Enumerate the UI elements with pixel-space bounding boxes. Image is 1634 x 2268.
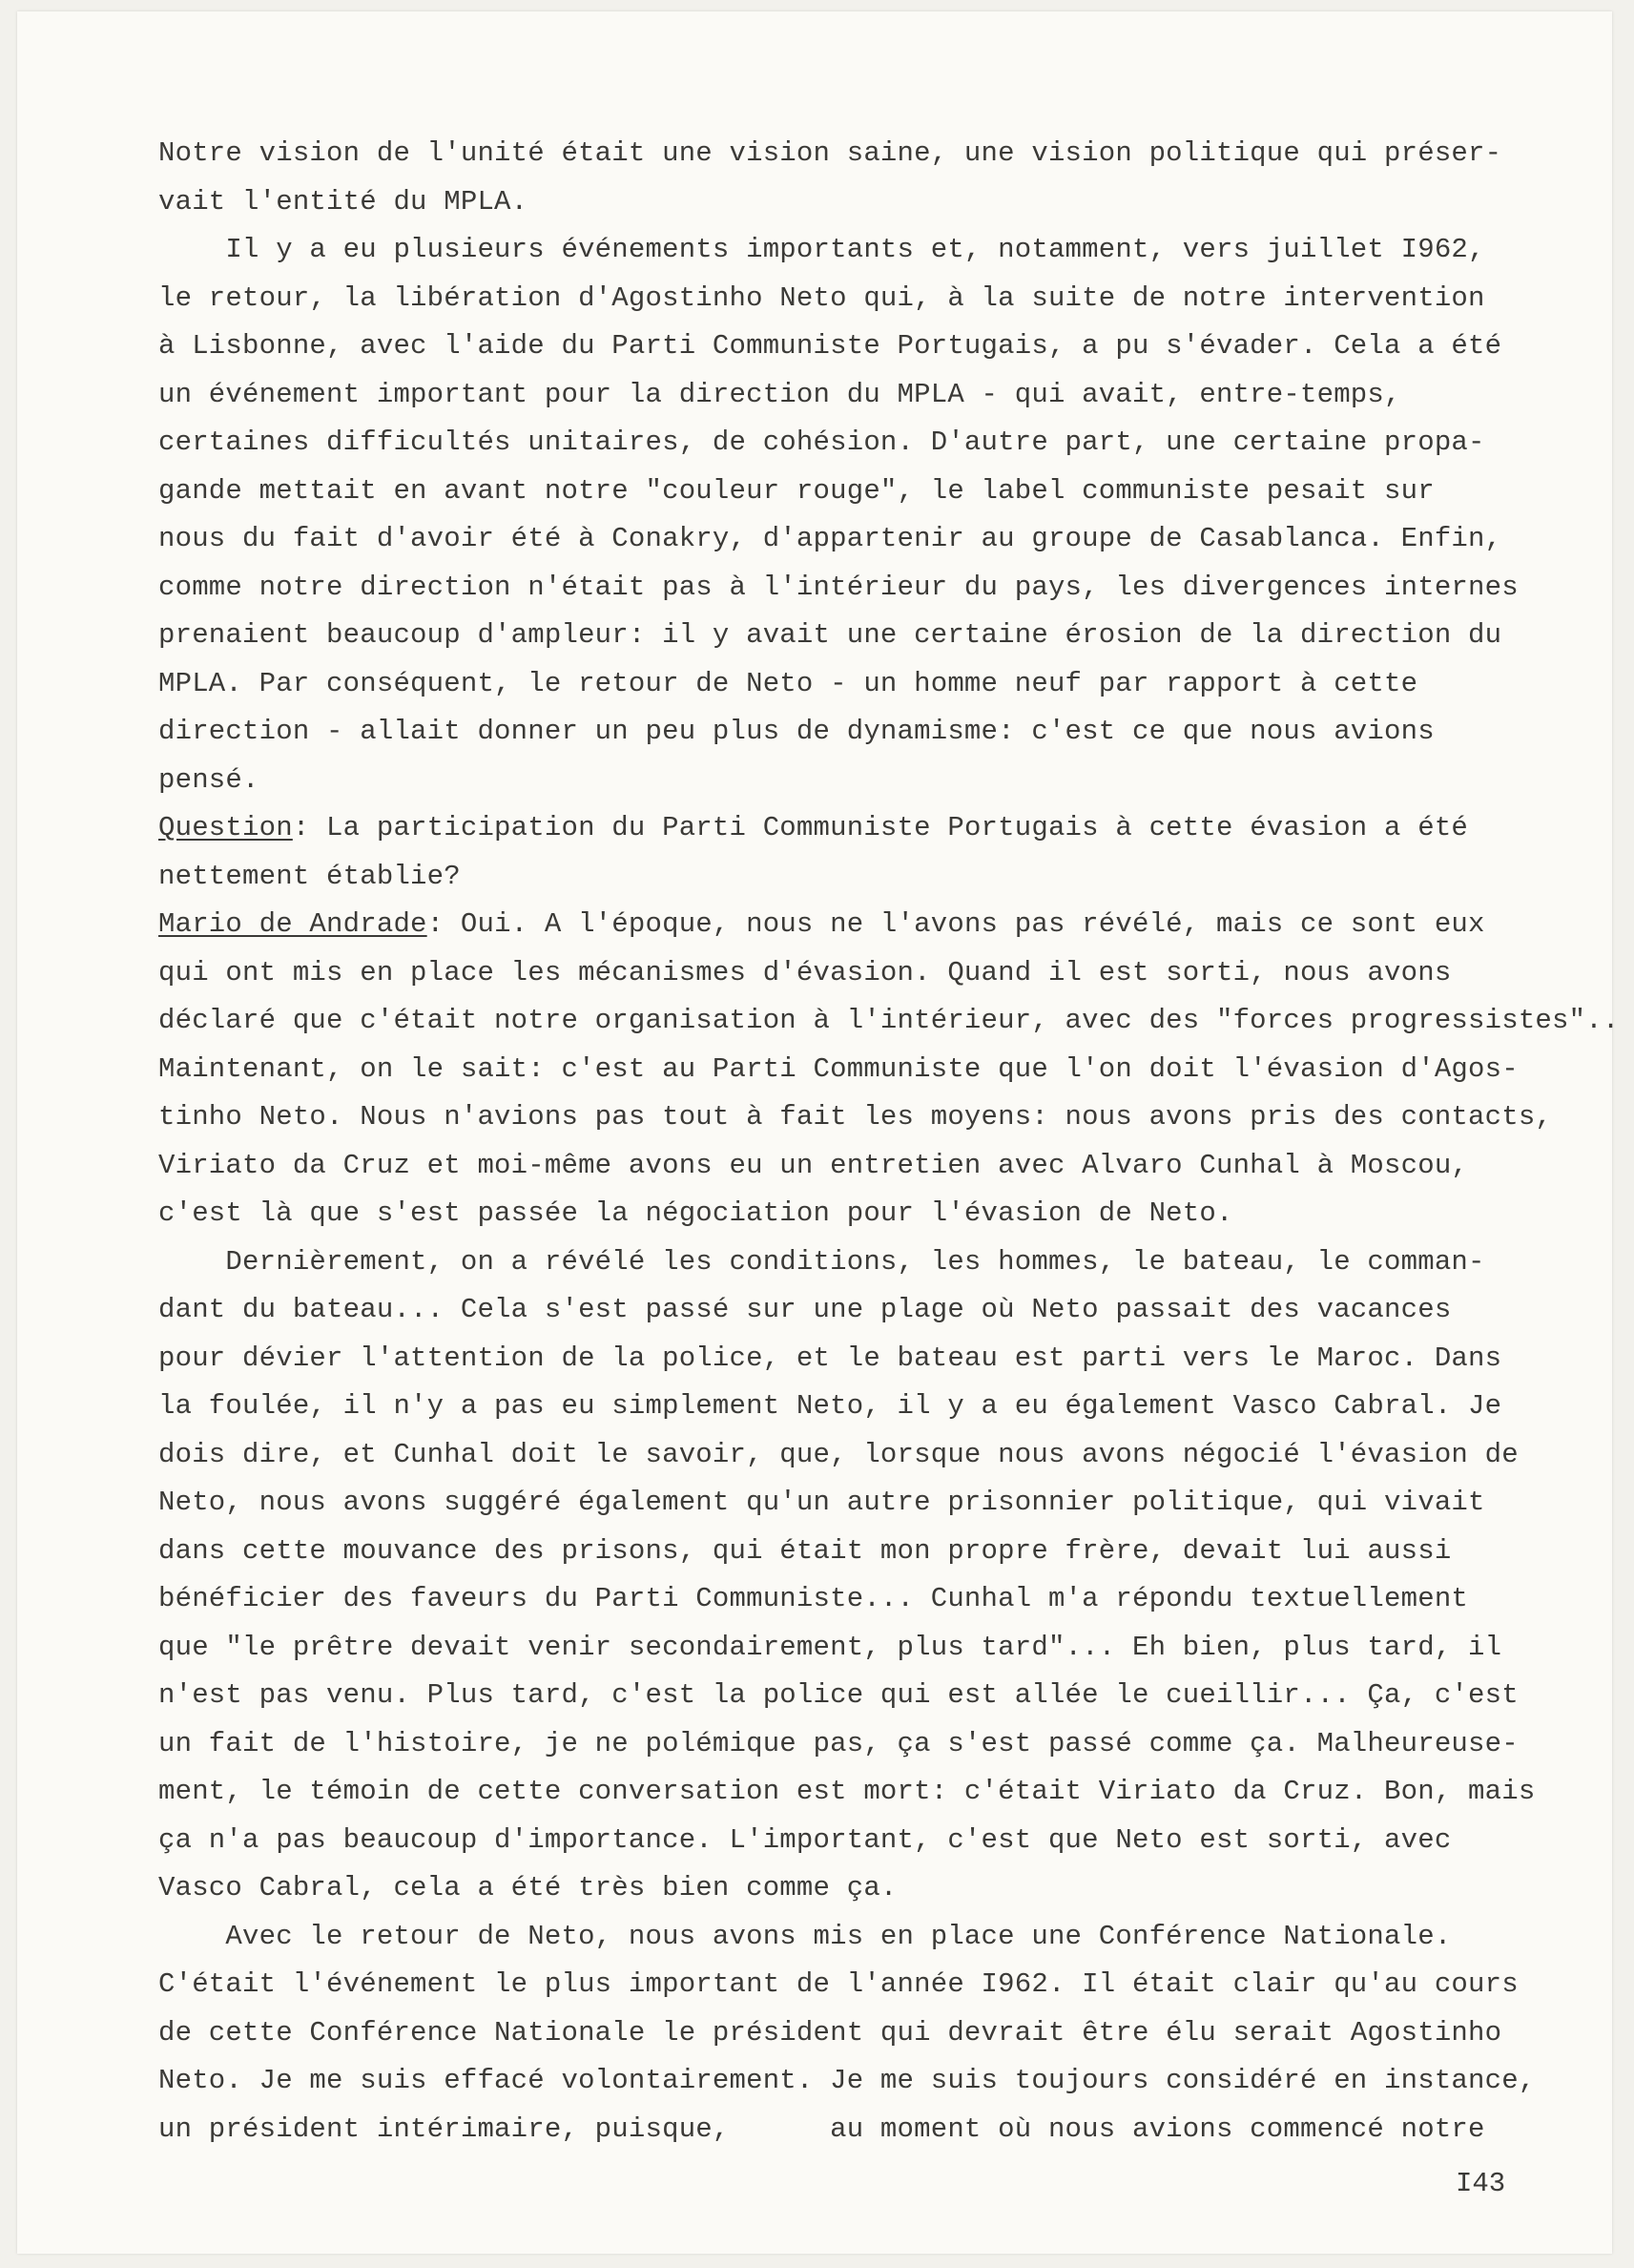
text-line: comme notre direction n'était pas à l'intérieur du pays, les divergences internes (158, 571, 1519, 603)
text-line: nous du fait d'avoir été à Conakry, d'appartenir au groupe de Casablanca. Enfin, (158, 523, 1502, 554)
text-line: c'est là que s'est passée la négociation pour l'évasion de Neto. (158, 1197, 1233, 1229)
text-line: de cette Conférence Nationale le président qui devrait être élu serait Agostinho (158, 2016, 1502, 2049)
text-line: tinho Neto. Nous n'avions pas tout à fait les moyens: nous avons pris des contacts, (158, 1101, 1553, 1133)
text-line: Il y a eu plusieurs événements importants et, notamment, vers juillet I962, (158, 234, 1485, 265)
text-line: Viriato da Cruz et moi-même avons eu un entretien avec Alvaro Cunhal à Moscou, (158, 1149, 1469, 1181)
text-line: prenaient beaucoup d'ampleur: il y avait une certaine érosion de la direction du (158, 619, 1502, 651)
text-line: à Lisbonne, avec l'aide du Parti Communiste Portugais, a pu s'évader. Cela a été (158, 330, 1502, 362)
text-line: Neto, nous avons suggéré également qu'un autre prisonnier politique, qui vivait (158, 1487, 1485, 1518)
text-line: bénéficier des faveurs du Parti Communiste... Cunhal m'a répondu textuellement (158, 1583, 1469, 1614)
question-line (158, 804, 1561, 853)
text-line: dans cette mouvance des prisons, qui était mon propre frère, devait lui aussi (158, 1534, 1452, 1567)
answer-text: : Oui. A l'époque, nous ne l'avons pas révélé, mais ce sont eux (426, 908, 1485, 940)
text-line: MPLA. Par conséquent, le retour de Neto - un homme neuf par rapport à cette (158, 667, 1418, 699)
text-line: un événement important pour la direction du MPLA - qui avait, entre-temps, (158, 378, 1401, 410)
question-text: : La participation du Parti Communiste Portugais à cette évasion a été (292, 812, 1469, 843)
text-line: déclaré que c'était notre organisation à l'intérieur, avec des "forces progressistes".. (158, 1005, 1620, 1036)
text-line: que "le prêtre devait venir secondairement, plus tard"... Eh bien, plus tard, il (158, 1631, 1502, 1663)
text-line: qui ont mis en place les mécanismes d'évasion. Quand il est sorti, nous avons (158, 956, 1452, 988)
text-line: pour dévier l'attention de la police, et le bateau est parti vers le Maroc. Dans (158, 1342, 1502, 1374)
typewritten-text (158, 130, 1620, 2154)
text-line: pensé. (158, 763, 259, 796)
answer-line (158, 901, 1561, 949)
text-line: C'était l'événement le plus important de l'année I962. Il était clair qu'au cours (158, 1968, 1519, 2000)
text-line: la foulée, il n'y a pas eu simplement Neto, il y a eu également Vasco Cabral. Je (158, 1390, 1502, 1422)
text-line: n'est pas venu. Plus tard, c'est la police qui est allée le cueillir... Ça, c'est (158, 1679, 1519, 1711)
text-line: Vasco Cabral, cela a été très bien comme ça. (158, 1872, 898, 1904)
typed-page (17, 11, 1620, 2254)
text-line: un fait de l'histoire, je ne polémique pas, ça s'est passé comme ça. Malheureuse- (158, 1727, 1519, 1759)
text-line: ment, le témoin de cette conversation est mort: c'était Viriato da Cruz. Bon, mais (158, 1776, 1536, 1807)
answer-label: Mario de Andrade (158, 908, 427, 940)
text-line: un président intérimaire, puisque, au moment où nous avions commencé notre (158, 2112, 1485, 2145)
text-line: direction - allait donner un peu plus de dynamisme: c'est ce que nous avions (158, 716, 1435, 747)
text-line: dois dire, et Cunhal doit le savoir, que, lorsque nous avons négocié l'évasion de (158, 1438, 1519, 1470)
text-line: Avec le retour de Neto, nous avons mis en place une Conférence Nationale. (158, 1920, 1452, 1952)
text-line: vait l'entité du MPLA. (158, 185, 528, 218)
text-line: gande mettait en avant notre "couleur rouge", le label communiste pesait sur (158, 474, 1435, 507)
text-line: dant du bateau... Cela s'est passé sur une plage où Neto passait des vacances (158, 1294, 1452, 1325)
text-line: nettement établie? (158, 860, 461, 892)
question-label: Question (158, 812, 293, 843)
page-number: I43 (1456, 2168, 1506, 2199)
text-line: Maintenant, on le sait: c'est au Parti Communiste que l'on doit l'évasion d'Agos- (158, 1052, 1519, 1085)
text-line: Notre vision de l'unité était une vision saine, une vision politique qui préser- (158, 137, 1502, 169)
text-line: certaines difficultés unitaires, de cohésion. D'autre part, une certaine propa- (158, 427, 1485, 458)
text-line: Dernièrement, on a révélé les conditions, les hommes, le bateau, le comman- (158, 1245, 1485, 1278)
text-line: ça n'a pas beaucoup d'importance. L'important, c'est que Neto est sorti, avec (158, 1823, 1452, 1856)
text-line: Neto. Je me suis effacé volontairement. Je me suis toujours considéré en instance, (158, 2065, 1536, 2096)
text-line: le retour, la libération d'Agostinho Neto qui, à la suite de notre intervention (158, 281, 1485, 314)
